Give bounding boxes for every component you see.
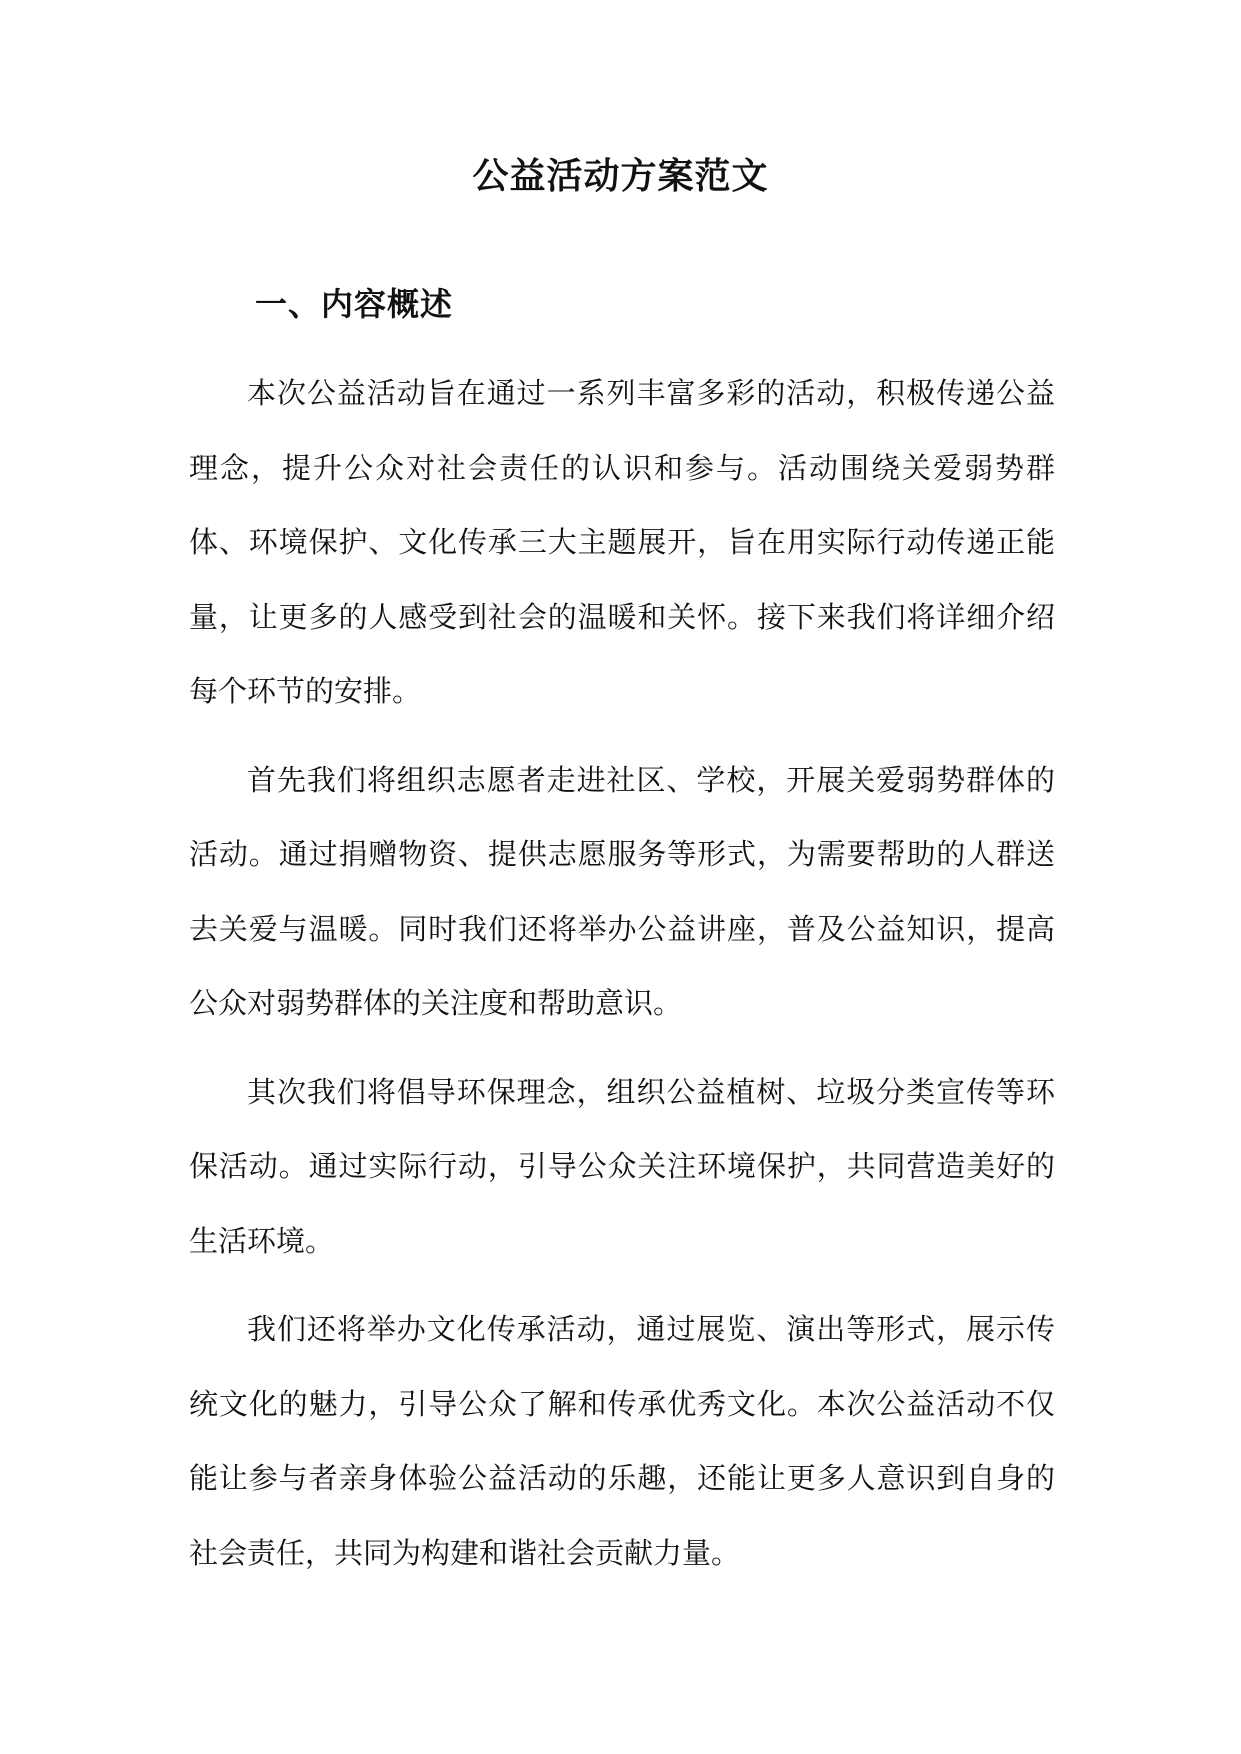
paragraph-vulnerable-groups: 首先我们将组织志愿者走进社区、学校，开展关爱弱势群体的活动。通过捐赠物资、提供志愿服务等形式，为需要帮助的人群送去关爱与温暖。同时我们还将举办公益讲座，普及公益知识，提高公众对弱势群体的关注度和帮助意识。 [189, 762, 1055, 1020]
paragraph-culture: 我们还将举办文化传承活动，通过展览、演出等形式，展示传统文化的魅力，引导公众了解和传承优秀文化。本次公益活动不仅能让参与者亲身体验公益活动的乐趣，还能让更多人意识到自身的社会责任，共同为构建和谐社会贡献力量。 [189, 1312, 1055, 1570]
paragraph-intro: 本次公益活动旨在通过一系列丰富多彩的活动，积极传递公益理念，提升公众对社会责任的认识和参与。活动围绕关爱弱势群体、环境保护、文化传承三大主题展开，旨在用实际行动传递正能量，让更多的人感受到社会的温暖和关怀。接下来我们将详细介绍每个环节的安排。 [189, 376, 1055, 708]
paragraph-environment: 其次我们将倡导环保理念，组织公益植树、垃圾分类宣传等环保活动。通过实际行动，引导公众关注环境保护，共同营造美好的生活环境。 [189, 1074, 1055, 1258]
document-body [189, 356, 1055, 1604]
section-heading: 一、内容概述 [255, 285, 454, 323]
document-title: 公益活动方案范文 [472, 155, 769, 197]
